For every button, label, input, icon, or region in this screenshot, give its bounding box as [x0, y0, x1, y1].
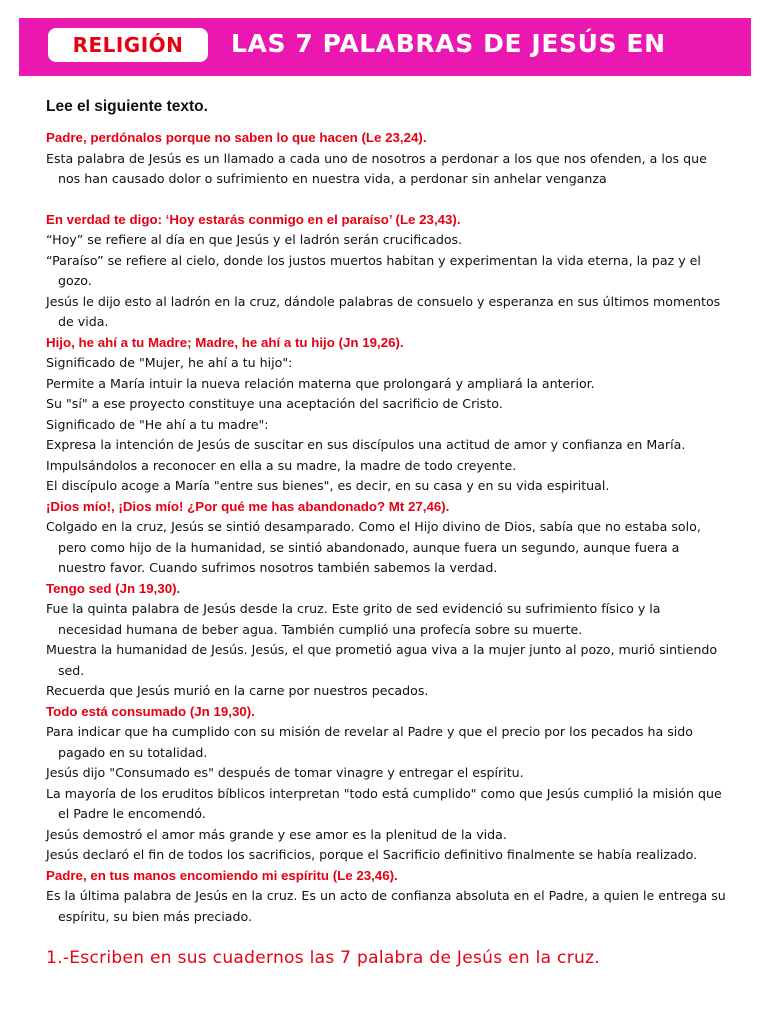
- section-1: [46, 128, 726, 190]
- paragraph: Es la última palabra de Jesús en la cruz. Es un acto de confianza absoluta en el Padre, a quien le entrega su espíritu, su bien más preciado.: [46, 888, 726, 924]
- section-2: [46, 210, 726, 333]
- paragraph: Significado de "Mujer, he ahí a tu hijo":: [46, 355, 293, 370]
- document-body: [46, 96, 726, 927]
- paragraph: Recuerda que Jesús murió en la carne por nuestros pecados.: [46, 683, 429, 698]
- paragraph: Jesús declaró el fin de todos los sacrificios, porque el Sacrificio definitivo finalmente se había realizado.: [46, 847, 698, 862]
- paragraph: Jesús le dijo esto al ladrón en la cruz, dándole palabras de consuelo y esperanza en sus últimos momentos de vida.: [46, 293, 721, 329]
- paragraph: Para indicar que ha cumplido con su misión de revelar al Padre y que el precio por los pecados ha sido pagado en su totalidad.: [46, 724, 693, 760]
- paragraph: Esta palabra de Jesús es un llamado a cada uno de nosotros a perdonar a los que nos ofenden, a los que nos han causado dolor o sufrimiento en nuestra vida, a perdonar sin anhelar venganza: [46, 150, 707, 186]
- paragraph: Expresa la intención de Jesús de suscitar en sus discípulos una actitud de amor y confianza en María.: [46, 437, 686, 452]
- paragraph: “Hoy” se refiere al día en que Jesús y el ladrón serán crucificados.: [46, 232, 463, 247]
- section-heading: Hijo, he ahí a tu Madre; Madre, he ahí a tu hijo (Jn 19,26).: [46, 334, 404, 350]
- section-7: [46, 866, 726, 928]
- paragraph: Muestra la humanidad de Jesús. Jesús, el que prometió agua viva a la mujer junto al pozo, murió sintiendo sed.: [46, 642, 718, 678]
- section-heading: En verdad te digo: ‘Hoy estarás conmigo en el paraíso’ (Le 23,43).: [46, 211, 461, 227]
- section-heading: Padre, en tus manos encomiendo mi espíritu (Le 23,46).: [46, 867, 398, 883]
- section-5: [46, 579, 726, 702]
- paragraph: Jesús demostró el amor más grande y ese amor es la plenitud de la vida.: [46, 826, 507, 842]
- paragraph: Impulsándolos a reconocer en ella a su madre, la madre de todo creyente.: [46, 457, 517, 473]
- section-4: [46, 497, 726, 579]
- intro-text: Lee el siguiente texto.: [46, 98, 208, 115]
- section-heading: Padre, perdónalos porque no saben lo que hacen (Le 23,24).: [46, 130, 427, 145]
- paragraph: El discípulo acoge a María "entre sus bienes", es decir, en su casa y en su vida espiritual.: [46, 478, 610, 493]
- section-heading: Todo está consumado (Jn 19,30).: [46, 703, 255, 719]
- spacer: [46, 190, 726, 210]
- paragraph: Su "sí" a ese proyecto constituye una aceptación del sacrificio de Cristo.: [46, 396, 503, 411]
- paragraph: Colgado en la cruz, Jesús se sintió desamparado. Como el Hijo divino de Dios, sabía que no estaba solo, pero como hijo de la humanidad, se sintió abandonado, aunque fuera un segundo, aunque fuera a nuestro favor. Cuando sufrimos nosotros también sabemos la verdad.: [46, 519, 701, 575]
- paragraph: Jesús dijo "Consumado es" después de tomar vinagre y entregar el espíritu.: [46, 765, 524, 780]
- section-3: [46, 333, 726, 497]
- paragraph: Fue la quinta palabra de Jesús desde la cruz. Este grito de sed evidenció su sufrimiento físico y la necesidad humana de beber agua. También cumplió una profecía sobre su muerte.: [46, 601, 661, 637]
- paragraph: La mayoría de los eruditos bíblicos interpretan "todo está cumplido" como que Jesús cumplió la misión que el Padre le encomendó.: [46, 785, 722, 821]
- subject-badge: RELIGIÓN: [48, 28, 208, 62]
- assignment-instruction: 1.-Escriben en sus cuadernos las 7 palabra de Jesús en la cruz.: [46, 948, 600, 968]
- paragraph: Permite a María intuir la nueva relación materna que prolongará y ampliará la anterior.: [46, 375, 595, 391]
- section-heading: Tengo sed (Jn 19,30).: [46, 580, 181, 596]
- paragraph: Significado de "He ahí a tu madre":: [46, 416, 269, 432]
- paragraph: “Paraíso” se refiere al cielo, donde los justos muertos habitan y experimentan la vida eterna, la paz y el gozo.: [46, 252, 701, 288]
- header-banner: [19, 18, 751, 76]
- section-6: [46, 702, 726, 866]
- section-heading: ¡Dios mío!, ¡Dios mío! ¿Por qué me has abandonado? Mt 27,46).: [46, 498, 450, 514]
- page-title: LAS 7 PALABRAS DE JESÚS EN: [231, 29, 666, 58]
